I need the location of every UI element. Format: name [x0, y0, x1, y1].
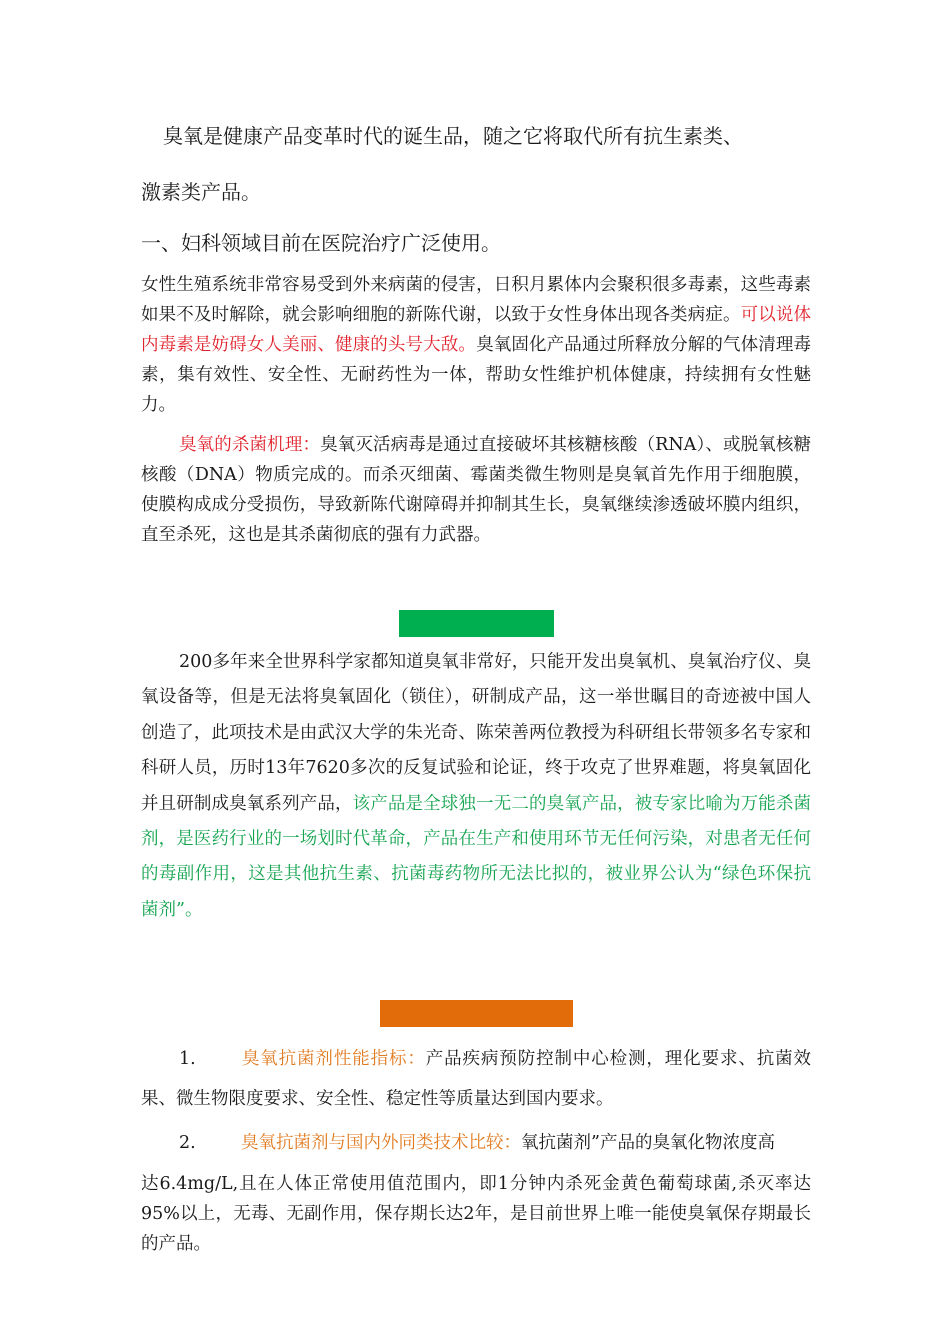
document-page: [141, 120, 811, 1259]
intro-line-1: 臭氧是健康产品变革时代的诞生品，随之它将取代所有抗生素类、: [163, 124, 743, 148]
history-highlight: 该产品是全球独一无二的臭氧产品，被专家比喻为万能杀菌剂，是医药行业的一场划时代革命，产品在生产和使用环节无任何污染，对患者无任何的毒副作用，这是其他抗生素、抗菌毒药物所无法比拟的，被业界公认为“绿色环保抗菌剂”。: [141, 793, 812, 920]
orange-divider-bar: [380, 1000, 573, 1027]
paragraph-toxins: [141, 270, 811, 420]
mechanism-text: 臭氧灭活病毒是通过直接破坏其核糖核酸（RNA）、或脱氧核糖核酸（DNA）物质完成的。而杀灭细菌、霉菌类微生物则是臭氧首先作用于细胞膜，使膜构成成分受损伤，导致新陈代谢障碍并抑制其生长，臭氧继续渗透破坏膜内组织，直至杀死，这也是其杀菌彻底的强有力武器。: [141, 435, 812, 545]
paragraph-history: [141, 645, 811, 928]
history-text: 200多年来全世界科学家都知道臭氧非常好，只能开发出臭氧机、臭氧治疗仪、臭氧设备等，但是无法将臭氧固化（锁住），研制成产品，这一举世瞩目的奇迹被中国人创造了，此项技术是由武汉大学的朱光奇、陈荣善两位教授为科研组长带领多名专家和科研人员，历时13年7620多次的反复试验和论证，终于攻克了世界难题，将臭氧固化并且研制成臭氧系列产品，: [141, 652, 811, 814]
green-divider-bar: [399, 610, 554, 637]
list-item-1-label: 臭氧抗菌剂性能指标：: [241, 1049, 426, 1070]
section-heading-1: 一、妇科领域目前在医院治疗广泛使用。: [141, 231, 501, 255]
list-item-2-text: 氧抗菌剂”产品的臭氧化物浓度高: [521, 1133, 775, 1154]
list-item-2-number: 2.: [179, 1133, 196, 1154]
intro-line-2: 激素类产品。: [141, 180, 261, 204]
list-item-2: [141, 1123, 811, 1163]
mechanism-label: 臭氧的杀菌机理：: [179, 435, 321, 455]
list-item-1-number: 1.: [179, 1049, 196, 1070]
paragraph-toxins-text-a: 女性生殖系统非常容易受到外来病菌的侵害，日积月累体内会聚积很多毒素，这些毒素如果不及时解除，就会影响细胞的新陈代谢，以致于女性身体出现各类病症。: [141, 275, 811, 325]
intro-paragraph: [141, 108, 811, 220]
paragraph-toxins-text-b: 臭氧固化产品通过所释放分解的气体清理毒素，集有效性、安全性、无耐药性为一体，帮助女性维护机体健康，持续拥有女性魅力。: [141, 335, 812, 415]
paragraph-mechanism: [141, 430, 811, 550]
paragraph-concentration: 达6.4mg/L,且在人体正常使用值范围内，即1分钟内杀死金黄色葡萄球菌,杀灭率达95%以上，无毒、无副作用，保存期长达2年，是目前世界上唯一能使臭氧保存期最长的产品。: [141, 1174, 811, 1255]
paragraph-toxins-highlight: 可以说体内毒素是妨碍女人美丽、健康的头号大敌。: [141, 305, 811, 355]
list-item-2-label: 臭氧抗菌剂与国内外同类技术比较：: [241, 1133, 521, 1154]
list-item-1: [141, 1039, 811, 1119]
list-item-1-text: 产品疾病预防控制中心检测，理化要求、抗菌效果、微生物限度要求、安全性、稳定性等质量达到国内要求。: [141, 1049, 812, 1110]
